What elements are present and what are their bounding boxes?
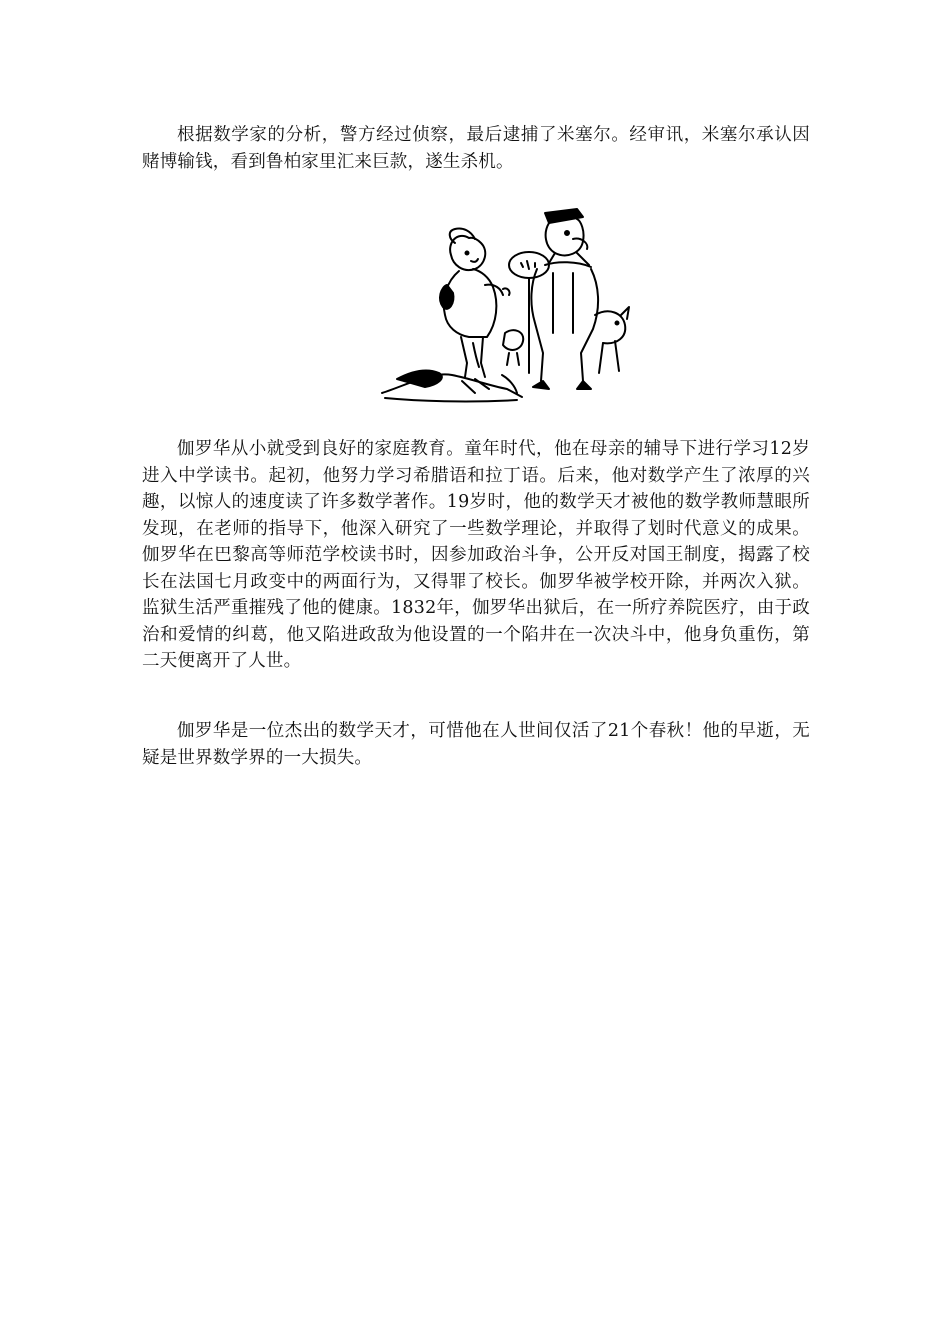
paragraph-arrest: 根据数学家的分析，警方经过侦察，最后逮捕了米塞尔。经审讯，米塞尔承认因赌博输钱，看到鲁柏家里汇来巨款，遂生杀机。 (142, 125, 810, 172)
cartoon-illustration (377, 203, 633, 405)
paragraph-conclusion: 伽罗华是一位杰出的数学天才，可惜他在人世间仅活了21个春秋！他的早逝，无疑是世界数学界的一大损失。 (142, 721, 810, 768)
cartoon-detective-scene-icon (377, 203, 633, 405)
paragraph-biography: 伽罗华从小就受到良好的家庭教育。童年时代，他在母亲的辅导下进行学习12岁进入中学读书。起初，他努力学习希腊语和拉丁语。后来，他对数学产生了浓厚的兴趣，以惊人的速度读了许多数学著作。19岁时，他的数学天才被他的数学教师慧眼所发现，在老师的指导下，他深入研究了一些数学理论，并取得了划时代意义的成果。伽罗华在巴黎高等师范学校读书时，因参加政治斗争，公开反对国王制度，揭露了校长在法国七月政变中的两面行为，又得罪了校长。伽罗华被学校开除，并两次入狱。监狱生活严重摧残了他的健康。1832年，伽罗华出狱后，在一所疗养院医疗，由于政治和爱情的纠葛，他又陷进政敌为他设置的一个陷井在一次决斗中，他身负重伤，第二天便离开了人世。 (142, 439, 810, 671)
